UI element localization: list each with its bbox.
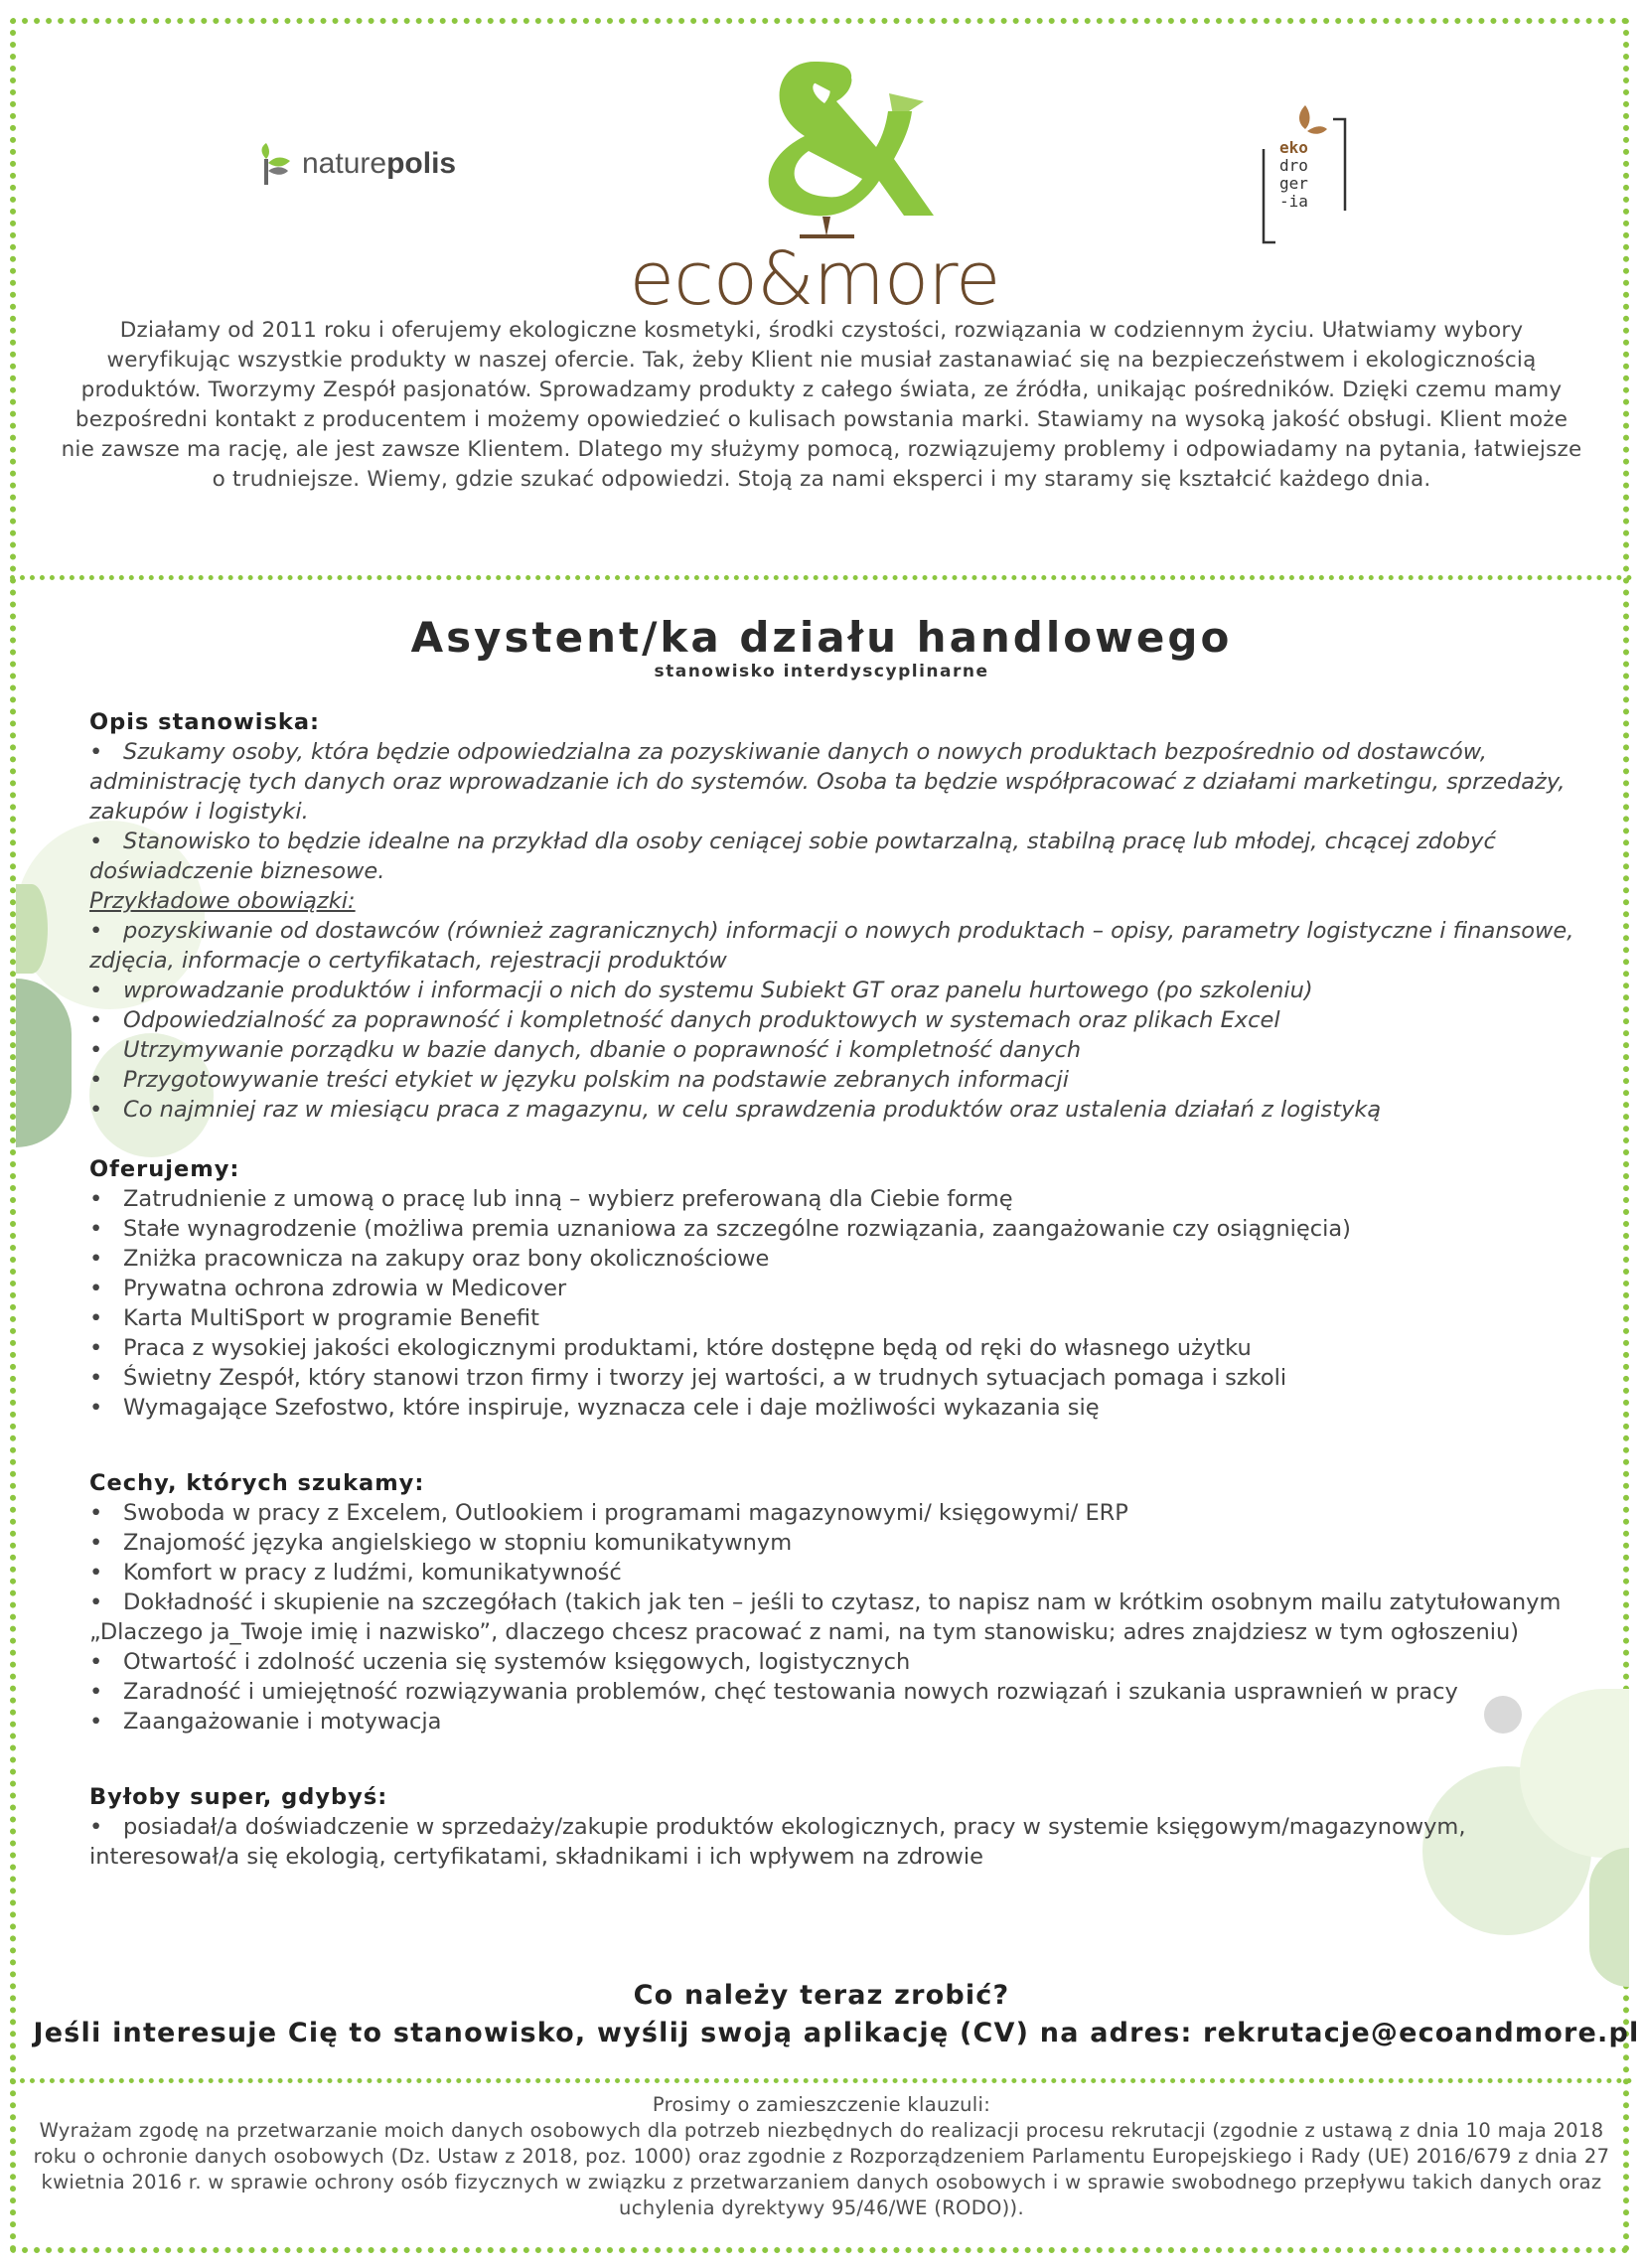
clause-intro: Prosimy o zamieszczenie klauzuli: xyxy=(652,2093,991,2116)
eco-and-more-logo xyxy=(606,42,1023,322)
gdpr-clause xyxy=(26,2092,1617,2221)
decor-circle xyxy=(16,884,48,974)
offer-item: • Wymagające Szefostwo, które inspiruje, wyznacza cele i daje możliwości wykazania się xyxy=(89,1395,1100,1421)
trait-item: • Zaradność i umiejętność rozwiązywania problemów, chęć testowania nowych rozwiązań i szukania usprawnień w pracy xyxy=(89,1679,1458,1705)
trait-item: • Znajomość języka angielskiego w stopniu komunikatywnym xyxy=(89,1530,793,1556)
offer-item: • Stałe wynagrodzenie (możliwa premia uznaniowa za szczególne rozwiązania, zaangażowanie czy osiągnięcia) xyxy=(89,1216,1351,1242)
naturepolis-prefix: nature xyxy=(302,147,387,180)
duty-item: • Utrzymywanie porządku w bazie danych, dbanie o poprawność i kompletność danych xyxy=(89,1037,1082,1063)
duty-item: • wprowadzanie produktów i informacji o nich do systemu Subiekt GT oraz panelu hurtowego (po szkoleniu) xyxy=(89,978,1313,1003)
trait-item: • Zaangażowanie i motywacja xyxy=(89,1709,442,1735)
bonus-item: • posiadał/a doświadczenie w sprzedaży/zakupie produktów ekologicznych, pracy w systemie księgowym/magazynowym, interesował/a się ekologią, certyfikatami, składnikami i ich wpływem na zdrowie xyxy=(89,1814,1466,1870)
eko-line-1: eko xyxy=(1279,138,1308,157)
trait-item: • Swoboda w pracy z Excelem, Outlookiem i programami magazynowymi/ księgowymi/ ERP xyxy=(89,1500,1128,1526)
offer-item: • Świetny Zespół, który stanowi trzon firmy i tworzy jej wartości, a w trudnych sytuacjach pomaga i szkoli xyxy=(89,1365,1287,1391)
job-subtitle: stanowisko interdyscyplinarne xyxy=(654,662,989,681)
trait-item: • Dokładność i skupienie na szczegółach (takich jak ten – jeśli to czytasz, to napisz nam w krótkim osobnym mailu zatytułowanym „Dlaczego ja_Twoje imię i nazwisko”, dlaczego chcesz pracować z nami, na tym stanowisku; adres znajdziesz w tym ogłoszeniu) xyxy=(89,1589,1562,1645)
duties-heading: Przykładowe obowiązki: xyxy=(89,888,356,914)
eko-line-4: -ia xyxy=(1279,192,1308,211)
footer-separator xyxy=(10,2078,1633,2083)
description-heading: Opis stanowiska: xyxy=(89,709,321,735)
eko-line-2: dro xyxy=(1279,156,1308,175)
offer-heading: Oferujemy: xyxy=(89,1156,240,1182)
offer-item: • Zatrudnienie z umową o pracę lub inną – wybierz preferowaną dla Ciebie formę xyxy=(89,1186,1013,1212)
company-intro: Działamy od 2011 roku i oferujemy ekologiczne kosmetyki, środki czystości, rozwiązania w codziennym życiu. Ułatwiamy wybory weryfikując wszystkie produkty w naszej ofercie. Tak, żeby Klient nie musiał zastanawiać się na bezpieczeństwem i ekologicznością produktów. Tworzymy Zespół pasjonatów. Sprowadzamy produkty z całego świata, ze źródła, unikając pośredników. Dzięki czemu mamy bezpośredni kontakt z producentem i możemy opowiedzieć o kulisach powstania marki. Stawiamy na wysoką jakość obsługi. Klient może nie zawsze ma rację, ale jest zawsze Klientem. Dlatego my służymy pomocą, rozwiązujemy problemy i odpowiadamy na pytania, łatwiejsze o trudniejsze. Wiemy, gdzie szukać odpowiedzi. Stoją za nami eksperci i my staramy się kształcić każdego dnia. xyxy=(61,318,1582,492)
description-item: • Szukamy osoby, która będzie odpowiedzialna za pozyskiwanie danych o nowych produktach bezpośrednio od dostawców, administrację tych danych oraz wprowadzanie ich do systemów. Osoba ta będzie współpracować z działami marketingu, sprzedaży, zakupów i logistyki. xyxy=(89,739,1566,825)
duty-item: • Przygotowywanie treści etykiet w języku polskim na podstawie zebranych informacji xyxy=(89,1067,1069,1093)
cta-question: Co należy teraz zrobić? xyxy=(633,1980,1010,2011)
eko-line-3: ger xyxy=(1279,174,1308,193)
ekodrogeria-logo xyxy=(1250,99,1359,248)
offer-item: • Prywatna ochrona zdrowia w Medicover xyxy=(89,1276,567,1301)
description-item: • Stanowisko to będzie idealne na przykład dla osoby ceniącej sobie powtarzalną, stabilną pracę lub młodej, chcącej zdobyć doświadczenie biznesowe. xyxy=(89,829,1496,884)
call-to-action xyxy=(0,1977,1643,2052)
job-title: Asystent/ka działu handlowego xyxy=(410,613,1233,662)
offer-item: • Praca z wysokiej jakości ekologicznymi produktami, które dostępne będą od ręki do własnego użytku xyxy=(89,1335,1252,1361)
trait-item: • Komfort w pracy z ludźmi, komunikatywność xyxy=(89,1560,622,1586)
naturepolis-suffix: polis xyxy=(386,147,457,180)
duty-item: • pozyskiwanie od dostawców (również zagranicznych) informacji o nowych produktach – opisy, parametry logistyczne i finansowe, zdjęcia, informacje o certyfikatach, rejestracji produktów xyxy=(89,918,1574,974)
ampersand-bird-icon xyxy=(606,42,1023,240)
duty-item: • Odpowiedzialność za poprawność i kompletność danych produktowych w systemach oraz plikach Excel xyxy=(89,1007,1280,1033)
bonus-heading: Byłoby super, gdybyś: xyxy=(89,1784,388,1810)
offer-item: • Zniżka pracownicza na zakupy oraz bony okolicznościowe xyxy=(89,1246,770,1272)
trait-item: • Otwartość i zdolność uczenia się systemów księgowych, logistycznych xyxy=(89,1649,911,1675)
plant-icon xyxy=(256,141,296,187)
duty-item: • Co najmniej raz w miesiącu praca z magazynu, w celu sprawdzenia produktów oraz ustalenia działań z logistyką xyxy=(89,1097,1382,1123)
clause-text: Wyrażam zgodę na przetwarzanie moich danych osobowych dla potrzeb niezbędnych do realizacji procesu rekrutacji (zgodnie z ustawą z dnia 10 maja 2018 roku o ochronie danych osobowych (Dz. Ustaw z 2018, poz. 1000) oraz zgodnie z Rozporządzeniem Parlamentu Europejskiego i Rady (UE) 2016/679 z dnia 27 kwietnia 2016 r. w sprawie ochrony osób fizycznych w związku z przetwarzaniem danych osobowych i w sprawie swobodnego przepływu takich danych oraz uchylenia dyrektywy 95/46/WE (RODO)). xyxy=(33,2119,1610,2219)
traits-heading: Cechy, których szukamy: xyxy=(89,1470,425,1496)
job-title-block xyxy=(0,613,1643,681)
offer-item: • Karta MultiSport w programie Benefit xyxy=(89,1305,539,1331)
job-content xyxy=(89,707,1599,1872)
cta-instruction[interactable]: Jeśli interesuje Cię to stanowisko, wyślij swoją aplikację (CV) na adres: rekrutacje@ecoandmore.pl xyxy=(33,2018,1640,2048)
header-separator xyxy=(10,575,1633,580)
naturepolis-logo xyxy=(256,139,456,189)
brand-wordmark: eco&more xyxy=(629,236,1000,322)
